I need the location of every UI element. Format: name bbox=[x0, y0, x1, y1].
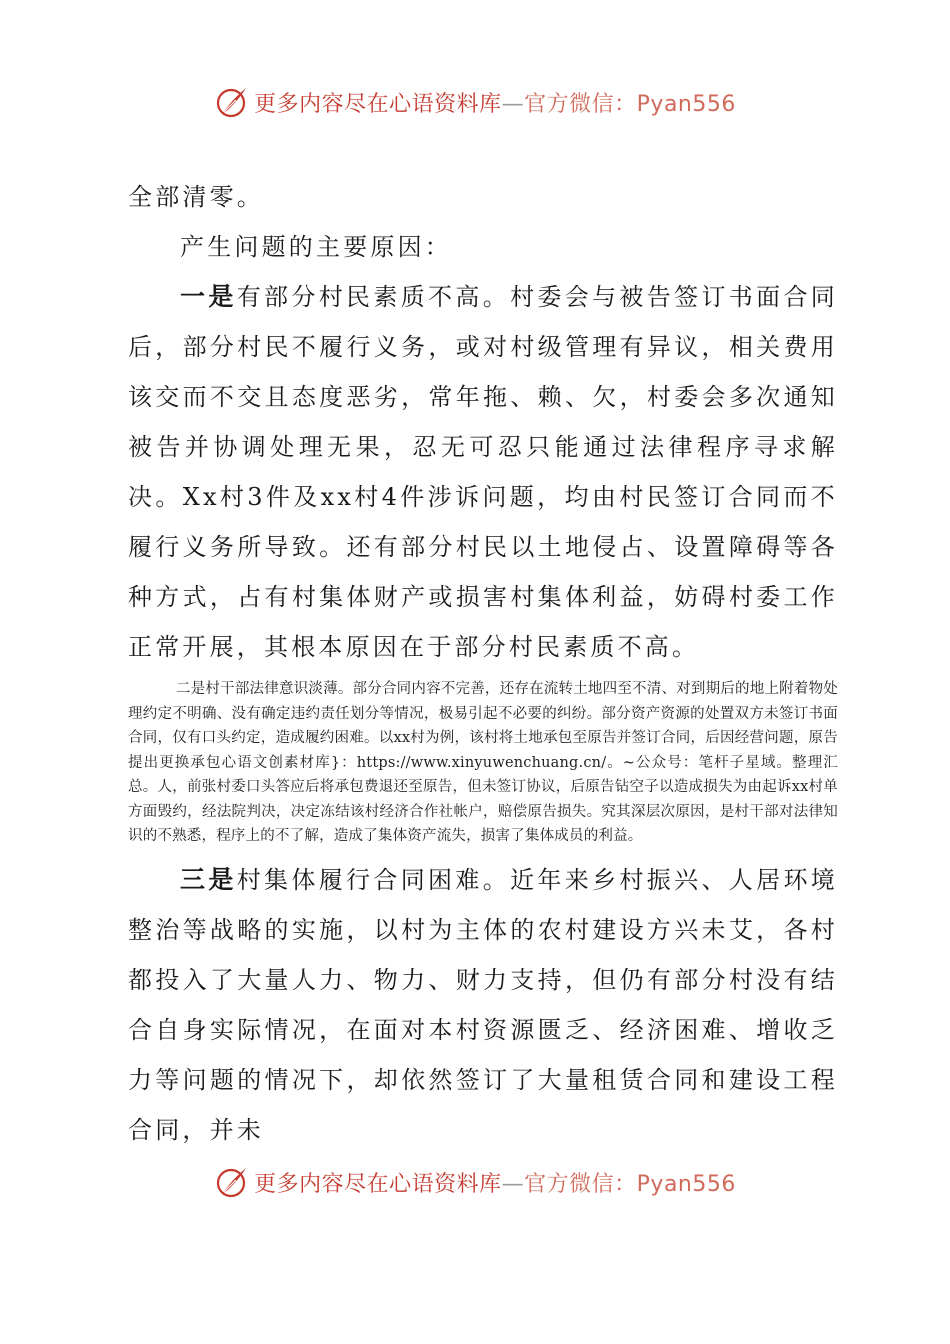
header-banner-text bbox=[254, 87, 736, 118]
header-banner bbox=[0, 80, 950, 124]
document-body bbox=[128, 172, 838, 1155]
paragraph-2: 产生问题的主要原因： bbox=[180, 233, 452, 261]
paragraph-3 bbox=[128, 272, 838, 672]
paragraph-5 bbox=[128, 855, 838, 1155]
footer-banner-wechat: 官方微信：Pyan556 bbox=[524, 1171, 736, 1197]
paragraph-3-lead: 一是 bbox=[180, 282, 237, 311]
paragraph-5-text: 村集体履行合同困难。近年来乡村振兴、人居环境整治等战略的实施，以村为主体的农村建设方兴未艾，各村都投入了大量人力、物力、财力支持，但仍有部分村没有结合自身实际情况，在面对本村资源匮乏、经济困难、增收乏力等问题的情况下，却依然签订了大量租赁合同和建设工程合同，并未 bbox=[128, 865, 838, 1144]
quill-logo-icon bbox=[214, 84, 250, 120]
footer-banner-separator: — bbox=[501, 1171, 525, 1197]
footer-banner-text bbox=[254, 1167, 736, 1198]
header-banner-wechat: 官方微信：Pyan556 bbox=[524, 91, 736, 117]
header-banner-separator: — bbox=[501, 91, 525, 117]
paragraph-5-lead: 三是 bbox=[180, 864, 237, 894]
footer-banner-title: 更多内容尽在心语资料库 bbox=[254, 1171, 502, 1197]
quill-logo-icon bbox=[214, 1164, 250, 1200]
footer-banner bbox=[0, 1160, 950, 1204]
paragraph-1: 全部清零。 bbox=[128, 183, 264, 211]
paragraph-3-text: 有部分村民素质不高。村委会与被告签订书面合同后，部分村民不履行义务，或对村级管理有异议，相关费用该交而不交且态度恶劣，常年拖、赖、欠，村委会多次通知被告并协调处理无果，忍无可忍只能通过法律程序寻求解决。Xx村3件及xx村4件涉诉问题，均由村民签订合同而不履行义务所导致。还有部分村民以土地侵占、设置障碍等各种方式，占有村集体财产或损害村集体利益，妨碍村委工作正常开展，其根本原因在于部分村民素质不高。 bbox=[128, 283, 838, 661]
header-banner-title: 更多内容尽在心语资料库 bbox=[254, 91, 502, 117]
paragraph-4: 二是村干部法律意识淡薄。部分合同内容不完善，还存在流转土地四至不清、对到期后的地上附着物处理约定不明确、没有确定违约责任划分等情况，极易引起不必要的纠纷。部分资产资源的处置双方未签订书面合同，仅有口头约定，造成履约困难。以xx村为例，该村将土地承包至原告并签订合同，后因经营问题，原告提出更换承包心语文创素材库}：https://www.xinyuwenchuang.cn/。~公众号：笔杆子星域。整理汇总。人，前张村委口头答应后将承包费退还至原告，但未签订协议，后原告钻空子以造成损失为由起诉xx村单方面毁约，经法院判决，决定冻结该村经济合作社帐户，赔偿原告损失。究其深层次原因，是村干部对法律知识的不熟悉，程序上的不了解，造成了集体资产流失，损害了集体成员的利益。 bbox=[128, 681, 838, 844]
